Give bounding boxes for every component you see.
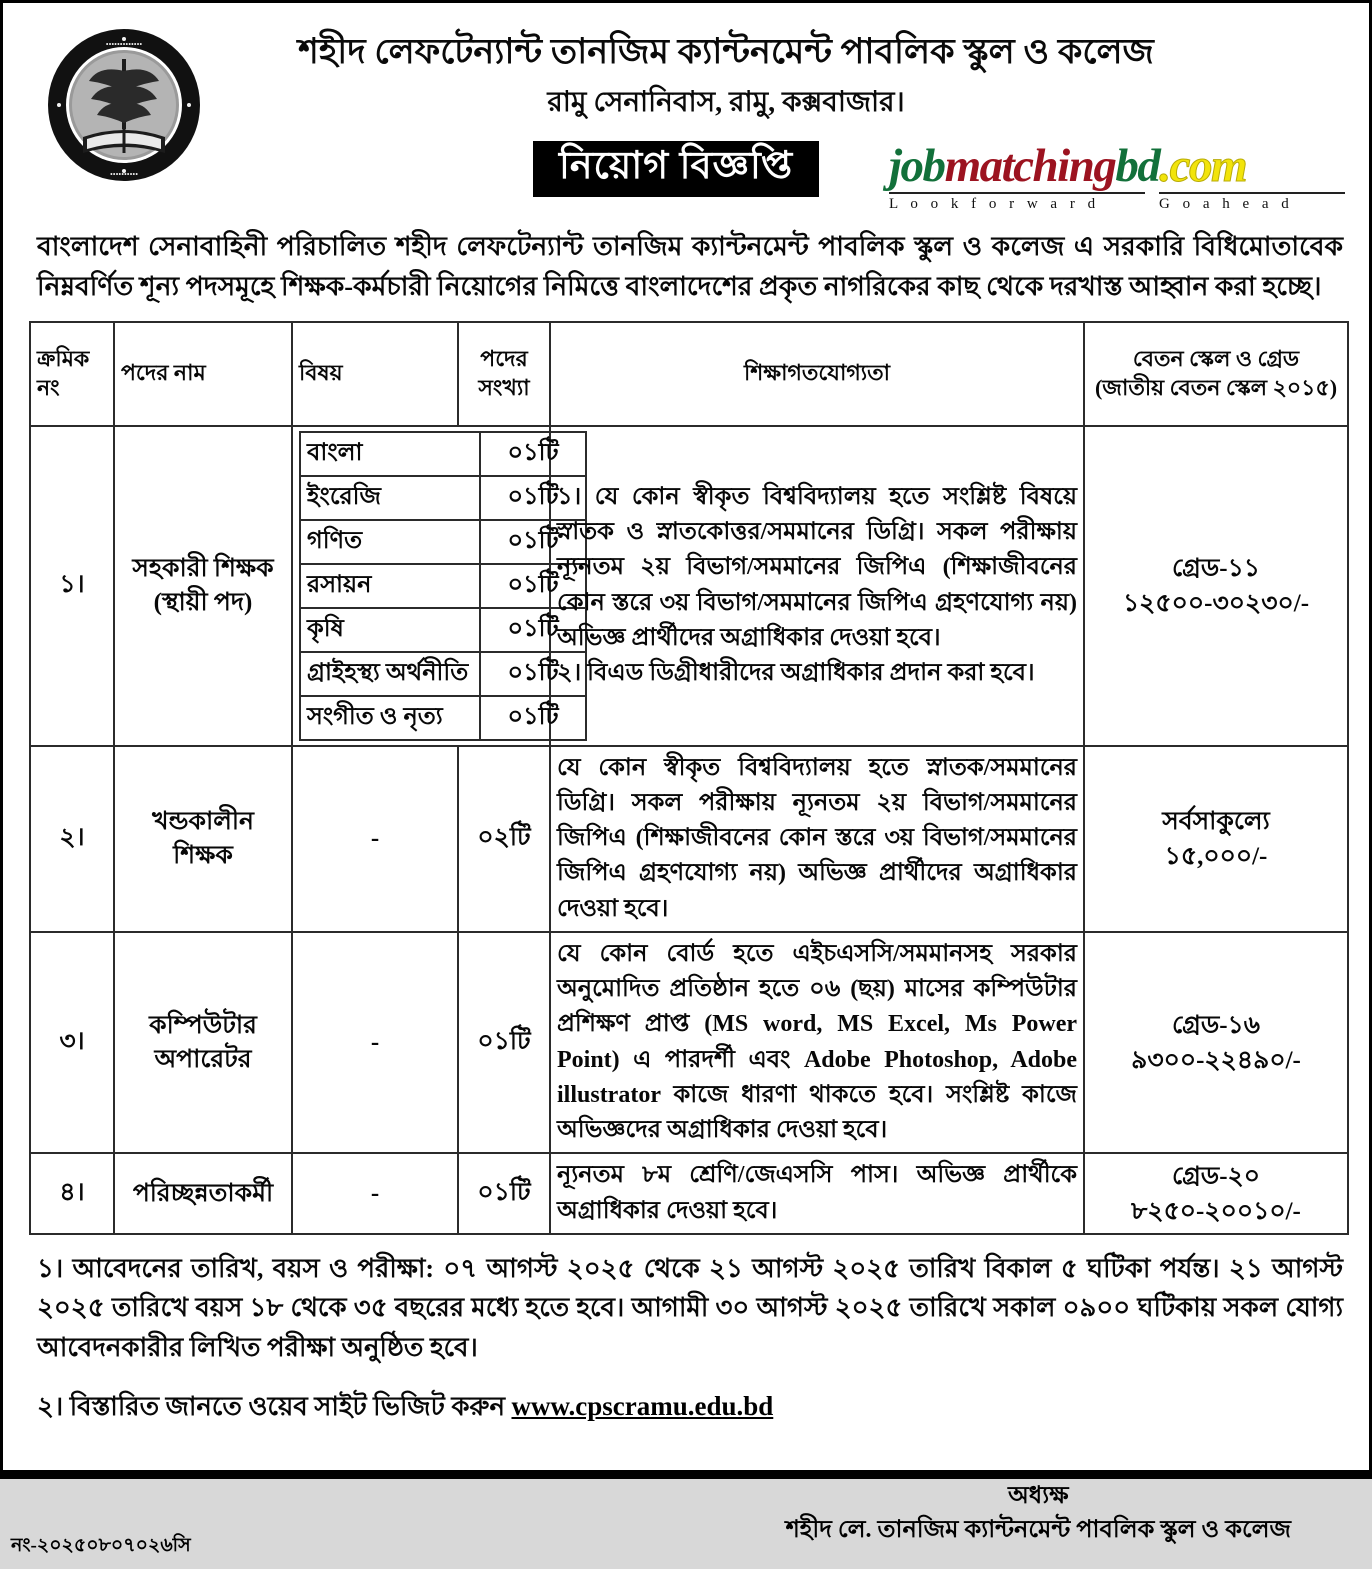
jobmatchingbd-logo bbox=[889, 139, 1351, 213]
row3-qual-c: কাজে ধারণা থাকতে হবে। সংশ্লিষ্ট কাজে অভিজ্ঞদের অগ্রাধিকার দেওয়া হবে। bbox=[557, 1081, 1077, 1144]
subject-row bbox=[300, 696, 586, 740]
subject-count: ০১টি bbox=[480, 520, 586, 564]
th-serial bbox=[30, 322, 114, 426]
th-post-count bbox=[458, 322, 550, 426]
row3-qual-software-1: (MS word, MS Excel, Ms Power Point) bbox=[557, 1011, 1077, 1073]
row3-pay-line2: ৯৩০০-২২৪৯০/- bbox=[1131, 1046, 1301, 1074]
row4-pay-scale bbox=[1084, 1153, 1348, 1234]
row4-qual-p1: ন্যূনতম ৮ম শ্রেণি/জেএসসি পাস। অভিজ্ঞ প্রার্থীকে অগ্রাধিকার দেওয়া হবে। bbox=[557, 1162, 1077, 1224]
row1-pay-scale bbox=[1084, 426, 1348, 746]
subject-row bbox=[300, 476, 586, 520]
school-title: শহীদ লেফটেন্যান্ট তানজিম ক্যান্টনমেন্ট পাবলিক স্কুল ও কলেজ bbox=[298, 32, 1154, 71]
th-post-count-line2: সংখ্যা bbox=[478, 374, 530, 400]
row1-post-line2: (স্থায়ী পদ) bbox=[153, 588, 253, 616]
website-link[interactable]: www.cpscramu.edu.bd bbox=[511, 1390, 774, 1421]
th-serial-line1: ক্রমিক bbox=[37, 346, 90, 372]
row3-subject: - bbox=[292, 932, 458, 1154]
th-pay-line2: (জাতীয় বেতন স্কেল ২০১৫) bbox=[1094, 374, 1338, 400]
row4-qualification bbox=[550, 1153, 1084, 1234]
row2-pay-scale bbox=[1084, 746, 1348, 932]
intro-paragraph: বাংলাদেশ সেনাবাহিনী পরিচালিত শহীদ লেফটেন্যান্ট তানজিম ক্যান্টনমেন্ট পাবলিক স্কুল ও কলেজ এ সরকারি বিধিমোতাবেক নিম্নবর্ণিত শূন্য পদসমূহে শিক্ষক-কর্মচারী নিয়োগের নিমিত্তে বাংলাদেশের প্রকৃত নাগরিকের কাছ থেকে দরখাস্ত আহ্বান করা হচ্ছে। bbox=[37, 231, 1343, 301]
table-row bbox=[30, 426, 1348, 746]
row1-serial: ১। bbox=[30, 426, 114, 746]
signature-area bbox=[3, 1479, 1369, 1569]
vacancy-table bbox=[29, 321, 1349, 1235]
row3-qual-software-2: Adobe Photoshop, Adobe illustrator bbox=[557, 1046, 1077, 1108]
subject-name: বাংলা bbox=[300, 432, 480, 476]
subject-name: কৃষি bbox=[300, 608, 480, 652]
th-subject: বিষয় bbox=[292, 322, 458, 426]
subject-count: ০১টি bbox=[480, 476, 586, 520]
signature-block bbox=[786, 1479, 1291, 1549]
row3-pay-scale bbox=[1084, 932, 1348, 1154]
brand-part-com: .com bbox=[1159, 139, 1247, 192]
row1-post-name bbox=[114, 426, 292, 746]
subject-count: ০১টি bbox=[480, 432, 586, 476]
notice-badge: নিয়োগ বিজ্ঞপ্তি bbox=[533, 141, 819, 197]
th-pay-line1: বেতন স্কেল ও গ্রেড bbox=[1132, 346, 1300, 372]
row2-serial: ২। bbox=[30, 746, 114, 932]
subject-count: ০১টি bbox=[480, 564, 586, 608]
brand-part-bd: bd bbox=[1115, 139, 1160, 192]
document-header bbox=[3, 3, 1369, 221]
row1-post-line1: সহকারী শিক্ষক bbox=[132, 554, 274, 582]
row3-post-line1: কম্পিউটার bbox=[149, 1011, 257, 1039]
vacancy-table-wrapper bbox=[29, 321, 1345, 1235]
school-address: রামু সেনানিবাস, রামু, কক্সবাজার। bbox=[547, 86, 905, 118]
svg-text:••••••••••: •••••••••• bbox=[109, 170, 139, 179]
row3-post-name bbox=[114, 932, 292, 1154]
subject-name: ইংরেজি bbox=[300, 476, 480, 520]
row2-pay-line1: সর্বসাকুল্যে bbox=[1162, 807, 1270, 835]
th-serial-line2: নং bbox=[37, 374, 60, 400]
th-post-name: পদের নাম bbox=[114, 322, 292, 426]
brand-part-matching: matching bbox=[944, 139, 1116, 192]
row1-subject-count-group bbox=[292, 426, 559, 746]
subject-count: ০১টি bbox=[480, 608, 586, 652]
row3-qual-a: যে কোন বোর্ড হতে এইচএসসি/সমমানসহ সরকার অনুমোদিত প্রতিষ্ঠান হতে ০৬ (ছয়) মাসের কম্পিউটার প্রশিক্ষণ প্রাপ্ত bbox=[557, 940, 1077, 1038]
table-row bbox=[30, 746, 1348, 932]
row3-qual-b: এ পারদর্শী এবং bbox=[619, 1046, 804, 1073]
row1-pay-line2: ১২৫০০-৩০২৩০/- bbox=[1122, 589, 1310, 617]
row3-post-count: ০১টি bbox=[458, 932, 550, 1154]
signatory-organization: শহীদ লে. তানজিম ক্যান্টনমেন্ট পাবলিক স্কুল ও কলেজ bbox=[785, 1517, 1291, 1544]
row2-post-count: ০২টি bbox=[458, 746, 550, 932]
badge-row bbox=[17, 139, 1355, 212]
row1-qual-p2: ২। বিএড ডিগ্রীধারীদের অগ্রাধিকার প্রদান করা হবে। bbox=[557, 660, 1035, 687]
row1-qual-p1: ১। যে কোন স্বীকৃত বিশ্ববিদ্যালয় হতে সংশ্লিষ্ট বিষয়ে স্নাতক ও স্নাতকোত্তর/সমমানের ডিগ্রি। সকল পরীক্ষায় ন্যূনতম ২য় বিভাগ/সমমানের জিপিএ (শিক্ষাজীবনের কোন স্তরে ৩য় বিভাগ/সমমানের জিপিএ গ্রহণযোগ্য নয়) অভিজ্ঞ প্রার্থীদের অগ্রাধিকার দেওয়া হবে। bbox=[557, 483, 1077, 651]
row4-post-name: পরিচ্ছন্নতাকর্মী bbox=[114, 1153, 292, 1234]
row2-post-name: খন্ডকালীন শিক্ষক bbox=[114, 746, 292, 932]
row3-post-line2: অপারেটর bbox=[154, 1045, 252, 1073]
row1-pay-line1: গ্রেড-১১ bbox=[1171, 554, 1261, 582]
subject-row bbox=[300, 432, 586, 476]
note-2 bbox=[37, 1386, 1343, 1427]
row2-qualification bbox=[550, 746, 1084, 932]
table-row bbox=[30, 932, 1348, 1154]
note-1: ১। আবেদনের তারিখ, বয়স ও পরীক্ষা: ০৭ আগস্ট ২০২৫ থেকে ২১ আগস্ট ২০২৫ তারিখ বিকাল ৫ ঘটিকা পর্যন্ত। ২১ আগস্ট ২০২৫ তারিখে বয়স ১৮ থেকে ৩৫ বছরের মধ্যে হতে হবে। আগামী ৩০ আগস্ট ২০২৫ তারিখে সকাল ০৯০০ ঘটিকায় সকল যোগ্য আবেদনকারীর লিখিত পরীক্ষা অনুষ্ঠিত হবে। bbox=[37, 1253, 1343, 1362]
subject-name: গণিত bbox=[300, 520, 480, 564]
row2-subject: - bbox=[292, 746, 458, 932]
brand-part-job: job bbox=[889, 139, 945, 192]
subject-row bbox=[300, 652, 586, 696]
row4-pay-line2: ৮২৫০-২০০১০/- bbox=[1131, 1197, 1301, 1225]
note-2-prefix: ২। বিস্তারিত জানতে ওয়েব সাইট ভিজিট করুন bbox=[37, 1391, 512, 1421]
table-row bbox=[30, 1153, 1348, 1234]
subject-row bbox=[300, 520, 586, 564]
row4-serial: ৪। bbox=[30, 1153, 114, 1234]
subject-count-table bbox=[299, 431, 587, 741]
row3-pay-line1: গ্রেড-১৬ bbox=[1171, 1011, 1261, 1039]
th-pay-scale bbox=[1084, 322, 1348, 426]
subject-count: ০১টি bbox=[480, 652, 586, 696]
table-header-row bbox=[30, 322, 1348, 426]
subject-row bbox=[300, 608, 586, 652]
brand-tagline-left: L o o k f o r w a r d bbox=[889, 192, 1145, 213]
row4-subject: - bbox=[292, 1153, 458, 1234]
row3-serial: ৩। bbox=[30, 932, 114, 1154]
row4-pay-line1: গ্রেড-২০ bbox=[1171, 1162, 1261, 1190]
row1-qualification bbox=[550, 426, 1084, 746]
reference-number: নং-২০২৫০৮০৭০২৬সি bbox=[11, 1534, 191, 1556]
subject-count: ০১টি bbox=[480, 696, 586, 740]
th-qualification: শিক্ষাগতযোগ্যতা bbox=[550, 322, 1084, 426]
svg-text:•••••••••••••: ••••••••••••• bbox=[105, 40, 143, 49]
brand-tagline bbox=[889, 192, 1351, 213]
row4-post-count: ০১টি bbox=[458, 1153, 550, 1234]
row2-pay-line2: ১৫,০০০/- bbox=[1164, 842, 1268, 870]
brand-wordmark bbox=[889, 139, 1351, 192]
subject-name: সংগীত ও নৃত্য bbox=[300, 696, 480, 740]
row3-qualification bbox=[550, 932, 1084, 1154]
subject-row bbox=[300, 564, 586, 608]
signatory-title: অধ্যক্ষ bbox=[1007, 1482, 1069, 1509]
row2-qual-p1: যে কোন স্বীকৃত বিশ্ববিদ্যালয় হতে স্নাতক/সমমানের ডিগ্রি। সকল পরীক্ষায় ন্যূনতম ২য় বিভাগ/সমমানের জিপিএ (শিক্ষাজীবনের কোন স্তরে ৩য় বিভাগ/সমমানের জিপিএ গ্রহণযোগ্য নয়) অভিজ্ঞ প্রার্থীদের অগ্রাধিকার দেওয়া হবে। bbox=[557, 754, 1077, 922]
subject-name: গ্রাইহস্থ্য অর্থনীতি bbox=[300, 652, 480, 696]
brand-tagline-right: G o a h e a d bbox=[1159, 192, 1345, 213]
th-post-count-line1: পদের bbox=[480, 346, 528, 372]
subject-name: রসায়ন bbox=[300, 564, 480, 608]
